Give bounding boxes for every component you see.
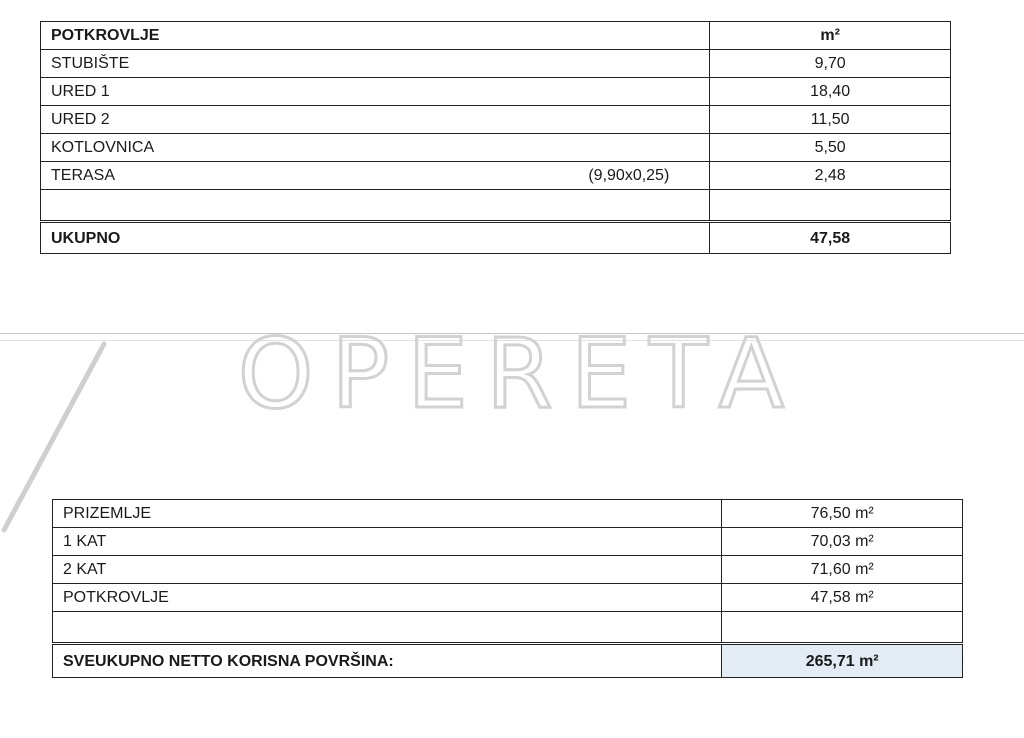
- row-value: 76,50 m²: [722, 500, 963, 528]
- table-row: [53, 500, 963, 528]
- table-row: [53, 556, 963, 584]
- row-value: 70,03 m²: [722, 528, 963, 556]
- table-row: [53, 528, 963, 556]
- grand-total-row: [53, 644, 963, 678]
- watermark-logo: OPERETA: [237, 318, 803, 430]
- row-label: URED 2: [41, 106, 710, 134]
- empty-cell: [41, 190, 710, 222]
- row-value: 18,40: [710, 78, 951, 106]
- grand-total-value: 265,71 m²: [722, 644, 963, 678]
- table-header-row: [41, 22, 951, 50]
- row-value: 5,50: [710, 134, 951, 162]
- row-label-cell: [41, 162, 710, 190]
- total-value: 47,58: [710, 222, 951, 254]
- table-row: [41, 162, 951, 190]
- summary-area-table: [52, 499, 963, 678]
- table-row: [41, 78, 951, 106]
- header-unit: m²: [710, 22, 951, 50]
- attic-area-table: [40, 21, 951, 254]
- row-value: 2,48: [710, 162, 951, 190]
- empty-cell: [710, 190, 951, 222]
- empty-row: [41, 190, 951, 222]
- empty-cell: [722, 612, 963, 644]
- row-label: STUBIŠTE: [41, 50, 710, 78]
- table-row: [53, 584, 963, 612]
- empty-cell: [53, 612, 722, 644]
- row-label: KOTLOVNICA: [41, 134, 710, 162]
- total-row: [41, 222, 951, 254]
- total-label: UKUPNO: [41, 222, 710, 254]
- row-label: URED 1: [41, 78, 710, 106]
- row-label: PRIZEMLJE: [53, 500, 722, 528]
- row-note: (9,90x0,25): [588, 167, 670, 184]
- table-row: [41, 50, 951, 78]
- header-label: POTKROVLJE: [41, 22, 710, 50]
- row-label: POTKROVLJE: [53, 584, 722, 612]
- table-row: [41, 134, 951, 162]
- row-label: 2 KAT: [53, 556, 722, 584]
- grand-total-label: SVEUKUPNO NETTO KORISNA POVRŠINA:: [53, 644, 722, 678]
- row-label: 1 KAT: [53, 528, 722, 556]
- row-value: 47,58 m²: [722, 584, 963, 612]
- empty-row: [53, 612, 963, 644]
- row-value: 9,70: [710, 50, 951, 78]
- row-value: 11,50: [710, 106, 951, 134]
- row-value: 71,60 m²: [722, 556, 963, 584]
- row-label: TERASA: [51, 167, 116, 184]
- table-row: [41, 106, 951, 134]
